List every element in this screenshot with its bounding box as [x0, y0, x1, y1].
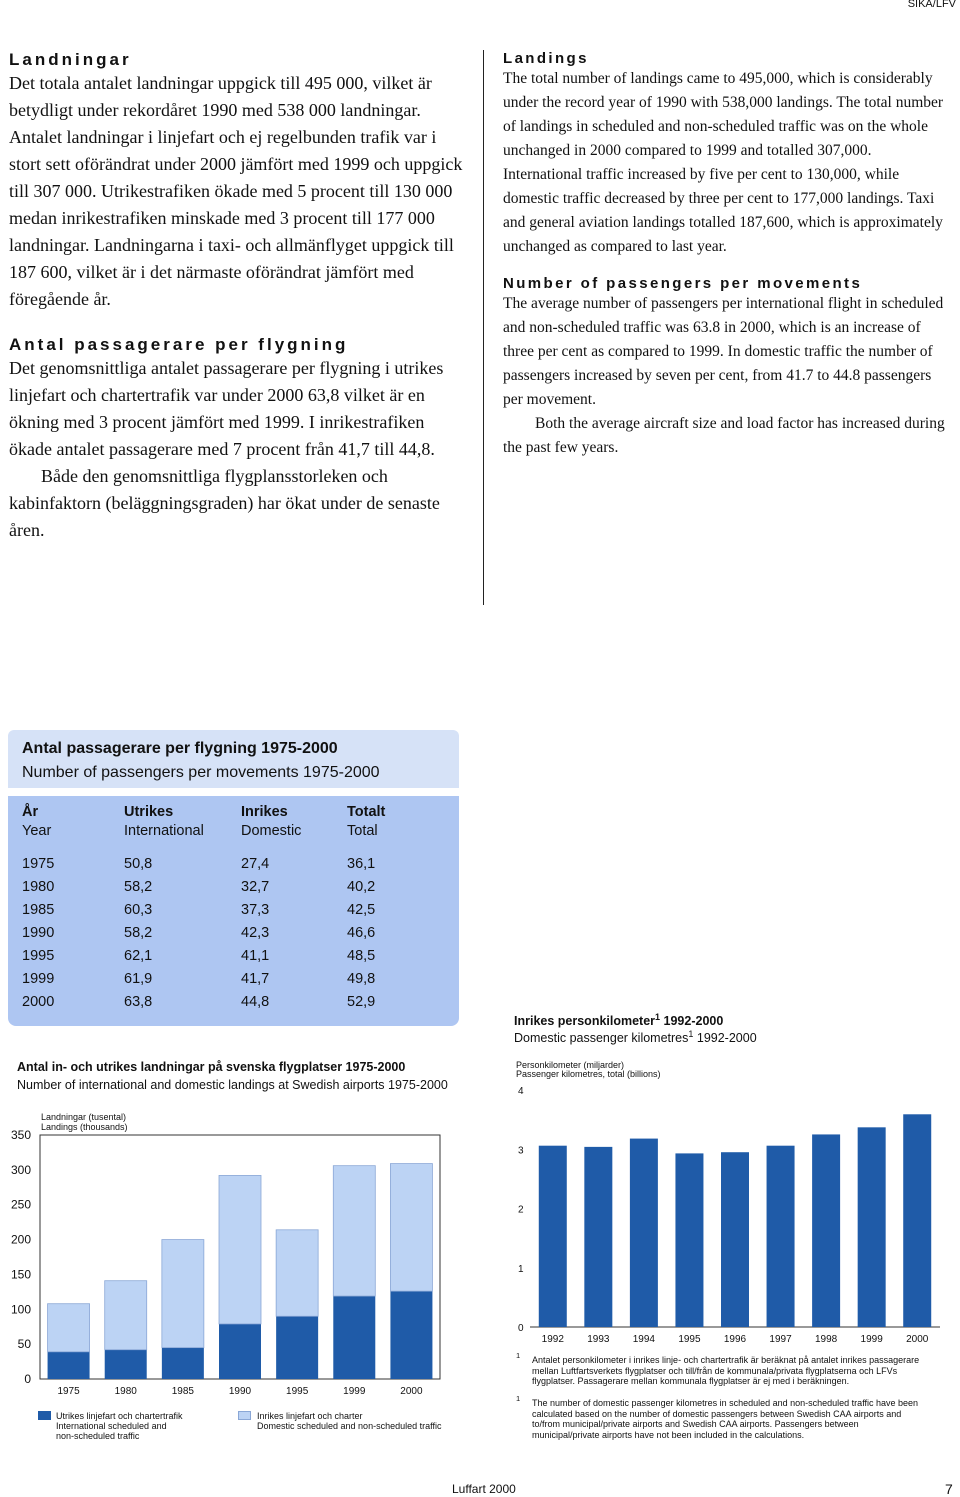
- column-divider: [483, 50, 484, 605]
- table-cell-total: 46,6: [347, 925, 376, 941]
- chart1-bar-international: [276, 1316, 318, 1379]
- legend-domestic-sv: Inrikes linjefart och charter: [257, 1411, 363, 1421]
- table-cell-year: 1995: [22, 948, 55, 964]
- table-cell-total: 52,9: [347, 994, 376, 1010]
- chart1-bar-international: [105, 1350, 147, 1379]
- legend-domestic-en: Domestic scheduled and non-scheduled traffic: [257, 1421, 442, 1431]
- chart2-xtick: 1993: [587, 1334, 610, 1345]
- chart1-xtick: 1975: [57, 1386, 80, 1397]
- legend-international-sv: Utrikes linjefart och chartertrafik: [56, 1411, 183, 1421]
- table-cell-total: 49,8: [347, 971, 376, 987]
- table-title-sv: Antal passagerare per flygning 1975-2000: [22, 740, 338, 757]
- chart1-ylabel-en: Landings (thousands): [41, 1122, 128, 1132]
- footnote-sv: Antalet personkilometer i inrikes linje- och chartertrafik är beräknat på antalet inrikes passagerare mellan Luftfartsverkets flygplatser och till/från de kommunala/privata flygplatserna och LFVs flygplatser. Passagerare mellan kommunala flygplatser är ej med i beräkningen.: [532, 1355, 920, 1386]
- landings-chart: [0, 1130, 470, 1400]
- table-header-sv-year: År: [22, 804, 39, 820]
- chart2-bar: [903, 1114, 931, 1327]
- table-header-sv-domestic: Inrikes: [241, 804, 288, 820]
- chart1-bar-domestic: [219, 1175, 261, 1323]
- table-cell-total: 48,5: [347, 948, 376, 964]
- chart2-ytick: 1: [518, 1263, 524, 1275]
- table-cell-domestic: 44,8: [241, 994, 270, 1010]
- chart2-subtitle-text: Domestic passenger kilometres: [514, 1031, 689, 1046]
- legend-international-en2: non-scheduled traffic: [56, 1431, 140, 1441]
- chart2-bar: [812, 1134, 840, 1327]
- footer-publication: Luffart 2000: [452, 1482, 516, 1496]
- landings-heading-sv: Landningar: [9, 50, 132, 69]
- chart2-title: [514, 1012, 723, 1028]
- table-header-en-domestic: Domestic: [241, 823, 302, 839]
- chart2-ylabel-sv: Personkilometer (miljarder): [516, 1060, 625, 1070]
- chart1-bar-domestic: [162, 1240, 204, 1348]
- chart1-ytick: 350: [10, 1130, 31, 1142]
- passengers-heading-en: Number of passengers per movements: [503, 275, 863, 292]
- table-cell-international: 60,3: [124, 902, 153, 918]
- chart1-bar-domestic: [48, 1304, 90, 1352]
- chart1-xtick: 2000: [400, 1386, 423, 1397]
- chart1-bar-domestic: [390, 1164, 432, 1292]
- table-cell-domestic: 27,4: [241, 856, 270, 872]
- chart1-ytick: 250: [10, 1197, 31, 1212]
- chart1-bar-international: [219, 1324, 261, 1379]
- chart2-xtick: 1998: [814, 1334, 838, 1345]
- passengers-text2-en: Both the average aircraft size and load factor has increased during the past few years.: [503, 415, 945, 456]
- chart1-xtick: 1995: [286, 1386, 309, 1397]
- passengers-text-en: The average number of passengers per international flight in scheduled and non-scheduled traffic was 63.8 in 2000, which is an increase of three per cent as compared to 1999. In domestic traffic the number of passengers increased by seven per cent, from 41.7 to 44.8 passengers per movement.: [503, 295, 944, 408]
- table-header-en-year: Year: [22, 823, 52, 839]
- table-cell-international: 58,2: [124, 879, 153, 895]
- table-header-sv-international: Utrikes: [124, 804, 174, 820]
- chart2-ytick: 4: [518, 1086, 524, 1097]
- legend-international-en1: International scheduled and: [56, 1421, 167, 1431]
- chart2-ytick: 2: [518, 1204, 524, 1216]
- chart1-ytick: 300: [10, 1162, 31, 1177]
- chart1-ytick: 50: [17, 1337, 31, 1352]
- chart2-ylabel-en: Passenger kilometres, total (billions): [516, 1069, 661, 1079]
- table-cell-international: 61,9: [124, 971, 153, 987]
- chart2-xtick: 1995: [678, 1334, 701, 1345]
- passengers-text2-sv: Både den genomsnittliga flygplansstorleken och kabinfaktorn (beläggningsgraden) har ökat under de senaste åren.: [9, 466, 440, 540]
- chart2-ytick: 3: [518, 1145, 524, 1157]
- table-cell-year: 1990: [22, 925, 55, 941]
- chart1-bar-international: [162, 1348, 204, 1379]
- landings-heading-en: Landings: [503, 50, 589, 67]
- chart1-bar-domestic: [105, 1281, 147, 1350]
- table-cell-domestic: 41,7: [241, 971, 270, 987]
- chart1-xtick: 1985: [171, 1386, 194, 1397]
- chart1-bar-international: [333, 1296, 375, 1379]
- chart1-subtitle: Number of international and domestic landings at Swedish airports 1975-2000: [17, 1078, 448, 1092]
- table-cell-total: 36,1: [347, 856, 376, 872]
- chart2-title-text: Inrikes personkilometer: [514, 1014, 656, 1029]
- table-cell-year: 2000: [22, 994, 55, 1010]
- chart2-bar: [539, 1146, 567, 1327]
- chart1-ylabel-sv: Landningar (tusental): [41, 1112, 127, 1122]
- chart1-bar-domestic: [333, 1166, 375, 1296]
- table-body-box: [8, 796, 459, 1026]
- chart2-bar: [630, 1139, 658, 1327]
- table-title-en: Number of passengers per movements 1975-2000: [22, 764, 380, 781]
- chart2-subtitle-sup: 1: [688, 1029, 694, 1039]
- chart2-xtick: 1994: [632, 1334, 656, 1345]
- footnote-sv-mark: 1: [516, 1351, 521, 1360]
- chart2-bar: [721, 1152, 749, 1327]
- chart1-bar-international: [48, 1352, 90, 1379]
- footnote-en-mark: 1: [516, 1394, 521, 1403]
- chart1-bar-domestic: [276, 1230, 318, 1316]
- legend-international-swatch: [38, 1411, 51, 1420]
- chart1-xtick: 1999: [343, 1386, 366, 1397]
- chart2-xtick: 2000: [906, 1334, 929, 1345]
- passengers-text-sv: Det genomsnittliga antalet passagerare per flygning i utrikes linjefart och chartertrafik var under 2000 63,8 vilket är en ökning med 3 procent jämfört med 1999. I inrikestrafiken ökade antalet passagerare med 7 procent från 41,7 till 44,8.: [9, 358, 444, 459]
- chart2-bar: [584, 1147, 612, 1327]
- chart2-xtick: 1992: [541, 1334, 564, 1345]
- passenger-km-chart: [500, 1080, 950, 1350]
- left-column: [9, 50, 467, 544]
- table-cell-year: 1999: [22, 971, 55, 987]
- table-header-en-total: Total: [347, 823, 378, 839]
- table-header-en-international: International: [124, 823, 204, 839]
- landings-text-en: The total number of landings came to 495,000, which is considerably under the record year of 1990 with 538,000 landings. The total number of landings in scheduled and non-scheduled traffic was on the whole unchanged in 2000 compared to 1999 and totalled 307,000. International traffic increased by five per cent to 130,000, while domestic traffic decreased by three per cent to 177,000 landings. Taxi and general aviation landings totalled 187,600, which is approximately unchanged as compared to last year.: [503, 70, 944, 255]
- table-cell-year: 1985: [22, 902, 55, 918]
- chart2-bar: [858, 1127, 886, 1327]
- chart1-ytick: 150: [10, 1267, 31, 1282]
- table-cell-international: 58,2: [124, 925, 153, 941]
- table-cell-year: 1980: [22, 879, 55, 895]
- page-number: 7: [945, 1481, 953, 1497]
- table-cell-total: 40,2: [347, 879, 376, 895]
- chart2-xtick: 1999: [860, 1334, 883, 1345]
- table-cell-year: 1975: [22, 856, 55, 872]
- landings-text-sv: Det totala antalet landningar uppgick till 495 000, vilket är betydligt under rekordåret 1990 med 538 000 landningar. Antalet landningar i linjefart och ej regelbunden trafik var i stort sett oförändrat under 2000 jämfört med 1999 och uppgick till 307 000. Utrikestrafiken ökade med 5 procent till 130 000 medan inrikestrafiken minskade med 3 procent till 177 000 landningar. Landningarna i taxi- och allmänflyget uppgick till 187 600, vilket är i det närmaste oförändrat jämfört med föregående år.: [9, 73, 463, 309]
- passengers-heading-sv: Antal passagerare per flygning: [9, 335, 349, 354]
- chart2-bar: [767, 1146, 795, 1327]
- table-cell-total: 42,5: [347, 902, 376, 918]
- chart1-ytick: 100: [10, 1302, 31, 1317]
- chart2-bar: [675, 1153, 703, 1327]
- chart2-title-years: 1992-2000: [663, 1014, 724, 1029]
- table-cell-international: 50,8: [124, 856, 153, 872]
- table-header-sv-total: Totalt: [347, 804, 386, 820]
- chart1-ytick: 0: [24, 1372, 31, 1386]
- header-tag: SIKA/LFV: [907, 0, 956, 10]
- chart1-xtick: 1990: [228, 1386, 252, 1397]
- chart2-xtick: 1997: [769, 1334, 792, 1345]
- table-cell-domestic: 41,1: [241, 948, 270, 964]
- chart1-ytick: 200: [10, 1232, 31, 1247]
- chart2-title-sup: 1: [655, 1012, 661, 1022]
- right-column: [503, 50, 951, 460]
- chart2-subtitle: [514, 1029, 757, 1045]
- chart2-ytick: 0: [518, 1323, 524, 1334]
- chart1-xtick: 1980: [114, 1386, 137, 1397]
- table-cell-international: 63,8: [124, 994, 153, 1010]
- footnote-en: The number of domestic passenger kilometres in scheduled and non-scheduled traffic have been calculated based on the number of domestic passengers between Swedish CAA airports and to/from municipal/private airports and Swedish CAA airports. Passengers between municipal/private airports have not been included in the calculations.: [532, 1398, 919, 1440]
- chart2-subtitle-years: 1992-2000: [696, 1031, 757, 1046]
- legend-domestic-swatch: [238, 1411, 251, 1420]
- chart1-bar-international: [390, 1291, 432, 1379]
- chart2-xtick: 1996: [723, 1334, 747, 1345]
- table-cell-domestic: 42,3: [241, 925, 270, 941]
- table-cell-domestic: 37,3: [241, 902, 270, 918]
- table-cell-domestic: 32,7: [241, 879, 270, 895]
- chart1-title: Antal in- och utrikes landningar på svenska flygplatser 1975-2000: [17, 1060, 406, 1074]
- table-cell-international: 62,1: [124, 948, 153, 964]
